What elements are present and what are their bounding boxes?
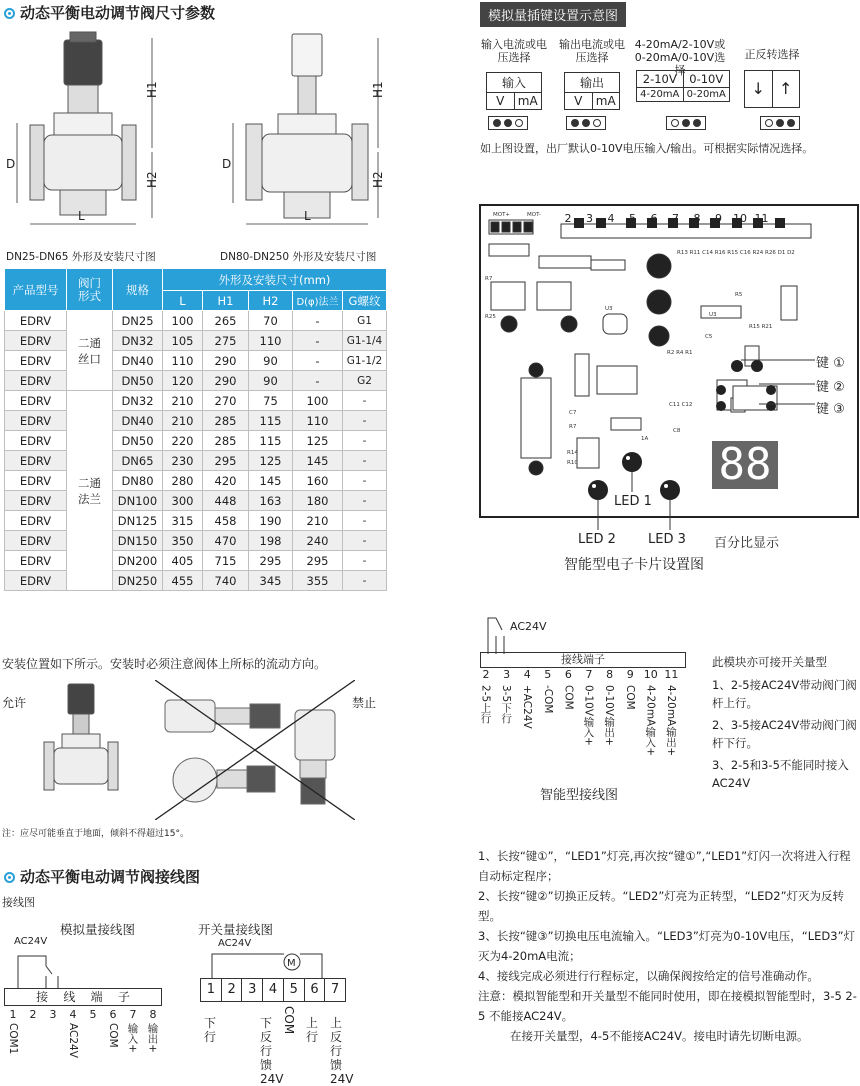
svg-text:C11 C12: C11 C12 bbox=[669, 402, 693, 408]
svg-text:H1: H1 bbox=[145, 81, 159, 98]
install-text: 安装位置如下所示。安装时必须注意阀体上所标的流动方向。 bbox=[2, 657, 327, 671]
table-cell: EDRV bbox=[5, 471, 67, 491]
table-cell: 100 bbox=[163, 311, 203, 331]
table-row bbox=[5, 351, 387, 371]
smart-terminal-10: 10 4-20mA输入+ bbox=[643, 668, 658, 757]
table-cell: 280 bbox=[163, 471, 203, 491]
table-cell: - bbox=[293, 311, 343, 331]
instructions bbox=[478, 846, 858, 1046]
table-row bbox=[5, 311, 387, 331]
smart-ac24v: AC24V bbox=[510, 620, 547, 633]
table-cell: 160 bbox=[293, 471, 343, 491]
bullet-icon bbox=[4, 872, 15, 883]
switch-desc-1: 下行 bbox=[204, 1016, 217, 1044]
smart-terminal-bar: 接线端子 bbox=[480, 652, 686, 668]
table-row bbox=[5, 491, 387, 511]
switch-compat-title: 此模块亦可接开关量型 bbox=[712, 655, 827, 669]
svg-text:D: D bbox=[222, 157, 232, 171]
table-cell: DN200 bbox=[113, 551, 163, 571]
th-spec: 规格 bbox=[113, 269, 163, 311]
table-cell: DN25 bbox=[113, 311, 163, 331]
range-select-box bbox=[636, 70, 730, 102]
table-cell: EDRV bbox=[5, 531, 67, 551]
table-cell: EDRV bbox=[5, 491, 67, 511]
dimension-table bbox=[4, 268, 387, 591]
analog-wiring-lines bbox=[6, 948, 171, 988]
board-title: 智能型电子卡片设置图 bbox=[564, 557, 704, 573]
table-cell: 210 bbox=[293, 511, 343, 531]
table-cell: 290 bbox=[203, 351, 249, 371]
table-cell: DN40 bbox=[113, 351, 163, 371]
table-cell: 455 bbox=[163, 571, 203, 591]
key-1-label: 键 ① bbox=[816, 356, 845, 371]
table-cell: 163 bbox=[249, 491, 293, 511]
table-cell: 345 bbox=[249, 571, 293, 591]
board-pin-3: 3 bbox=[586, 212, 593, 225]
svg-text:C8: C8 bbox=[673, 428, 681, 434]
board-pin-11: 11 bbox=[754, 212, 769, 225]
svg-text:M: M bbox=[287, 958, 296, 969]
table-row bbox=[5, 411, 387, 431]
svg-text:U3: U3 bbox=[709, 312, 717, 318]
svg-text:C7: C7 bbox=[569, 410, 577, 416]
switch-terminal-bar bbox=[200, 978, 346, 1002]
table-cell: - bbox=[343, 431, 387, 451]
table-cell: 265 bbox=[203, 311, 249, 331]
table-cell: 145 bbox=[293, 451, 343, 471]
smart-terminal-2: 2 2-5上行 bbox=[479, 668, 492, 724]
switch-terminal-6: 6 bbox=[304, 979, 325, 1001]
table-cell: 220 bbox=[163, 431, 203, 451]
smart-terminal-4: 4 +AC24V bbox=[521, 668, 534, 729]
table-cell: EDRV bbox=[5, 511, 67, 531]
switch-wiring-title: 开关量接线图 bbox=[198, 922, 274, 937]
table-cell: 75 bbox=[249, 391, 293, 411]
instruction-item: 2、长按“键②”切换正反转。“LED2”灯亮为正转型，“LED2”灯灭为反转型。 bbox=[478, 889, 845, 923]
svg-text:H2: H2 bbox=[145, 171, 159, 188]
analog-terminal-2: 2 bbox=[29, 1008, 37, 1021]
analog-wiring-title: 模拟量接线图 bbox=[60, 922, 136, 937]
svg-text:D: D bbox=[6, 157, 16, 171]
table-cell: DN250 bbox=[113, 571, 163, 591]
jumper-note: 如上图设置，出厂默认0-10V电压输入/输出。可根据实际情况选择。 bbox=[480, 142, 814, 155]
table-cell: - bbox=[293, 371, 343, 391]
table-cell: DN150 bbox=[113, 531, 163, 551]
svg-text:1A: 1A bbox=[641, 436, 649, 442]
svg-text:U3: U3 bbox=[605, 306, 613, 312]
caption-small: DN25-DN65 外形及安装尺寸图 bbox=[6, 251, 156, 263]
group-range-label: 4-20mA/2-10V或0-20mA/0-10V选择 bbox=[634, 38, 726, 77]
table-cell: 290 bbox=[203, 371, 249, 391]
svg-text:R15 R21: R15 R21 bbox=[749, 324, 773, 330]
table-cell: EDRV bbox=[5, 351, 67, 371]
table-cell: 470 bbox=[203, 531, 249, 551]
forbidden-label: 禁止 bbox=[352, 696, 377, 710]
board-pin-7: 7 bbox=[672, 212, 679, 225]
table-cell: 285 bbox=[203, 411, 249, 431]
table-cell: 275 bbox=[203, 331, 249, 351]
compat-item: 3、2-5和3-5不能同时接入AC24V bbox=[712, 758, 849, 790]
table-cell: EDRV bbox=[5, 371, 67, 391]
table-cell: 270 bbox=[203, 391, 249, 411]
board-pin-10: 10 bbox=[733, 212, 747, 225]
table-cell: 125 bbox=[249, 451, 293, 471]
table-cell: DN125 bbox=[113, 511, 163, 531]
table-cell: 145 bbox=[249, 471, 293, 491]
direction-select-box bbox=[744, 70, 800, 108]
smart-terminal-8: 8 0-10V输出+ bbox=[603, 668, 616, 746]
table-row bbox=[5, 451, 387, 471]
output-head: 输出 bbox=[579, 76, 604, 90]
analog-terminal-4: 4 AC24V bbox=[67, 1008, 79, 1058]
board-pin-6: 6 bbox=[650, 212, 658, 225]
svg-text:R14: R14 bbox=[567, 450, 578, 456]
valve-drawing-small bbox=[2, 28, 202, 233]
table-cell: G2 bbox=[343, 371, 387, 391]
table-cell: DN100 bbox=[113, 491, 163, 511]
table-row bbox=[5, 391, 387, 411]
svg-text:R13 R11 C14 R16 R15 C16 R24 R2: R13 R11 C14 R16 R15 C16 R24 R26 D1 D2 bbox=[677, 250, 795, 256]
table-row bbox=[5, 431, 387, 451]
svg-text:R2 R4 R1: R2 R4 R1 bbox=[667, 350, 693, 356]
table-cell: 740 bbox=[203, 571, 249, 591]
wiring-title-text: 动态平衡电动调节阀接线图 bbox=[20, 868, 201, 886]
install-note: 注：应尽可能垂直于地面，倾斜不得超过15°。 bbox=[2, 829, 189, 839]
table-cell: - bbox=[343, 391, 387, 411]
svg-text:R5: R5 bbox=[735, 292, 743, 298]
analog-terminal-6: 6 COM bbox=[107, 1008, 119, 1048]
svg-text:C5: C5 bbox=[705, 334, 713, 340]
switch-terminal-1: 1 bbox=[206, 982, 215, 997]
output-jumper[interactable] bbox=[566, 116, 606, 130]
table-cell: 110 bbox=[293, 411, 343, 431]
table-cell: 295 bbox=[203, 451, 249, 471]
analog-terminal-bar: 接 线 端 子 bbox=[4, 988, 162, 1006]
range-0-10v: 0-10V bbox=[683, 71, 730, 87]
svg-text:R10: R10 bbox=[567, 460, 578, 466]
table-cell: 110 bbox=[249, 331, 293, 351]
table-cell: - bbox=[343, 571, 387, 591]
display-label: 百分比显示 bbox=[714, 536, 780, 551]
table-cell: 110 bbox=[163, 351, 203, 371]
instruction-item: 注意：模拟智能型和开关量型不能同时使用，即在接模拟智能型时，3-5 2-5 不能接AC24V。 bbox=[478, 989, 857, 1023]
th-D: D(φ)法兰 bbox=[293, 291, 343, 311]
table-cell: 105 bbox=[163, 331, 203, 351]
table-cell: G1 bbox=[343, 311, 387, 331]
table-row bbox=[5, 511, 387, 531]
analog-terminal-3: 3 bbox=[49, 1008, 57, 1021]
percentage-display: 88 bbox=[712, 441, 778, 489]
range-4-20ma: 4-20mA bbox=[640, 89, 680, 100]
table-cell: 90 bbox=[249, 371, 293, 391]
dimension-section-title bbox=[4, 2, 215, 23]
range-2-10v: 2-10V bbox=[642, 72, 677, 86]
led-3-label: LED 3 bbox=[648, 532, 686, 547]
table-cell: 90 bbox=[249, 351, 293, 371]
switch-compat-list bbox=[712, 676, 858, 792]
table-cell: 420 bbox=[203, 471, 249, 491]
analog-terminal-5: 5 bbox=[89, 1008, 97, 1021]
table-cell: EDRV bbox=[5, 411, 67, 431]
table-cell: 115 bbox=[249, 411, 293, 431]
wiring-sub: 接线图 bbox=[2, 896, 35, 909]
svg-text:R25: R25 bbox=[485, 314, 496, 320]
input-head: 输入 bbox=[501, 76, 526, 90]
key-2-label: 键 ② bbox=[816, 380, 845, 395]
board-pin-numbers bbox=[560, 212, 800, 226]
range-jumper[interactable] bbox=[666, 116, 706, 130]
table-cell: - bbox=[343, 551, 387, 571]
th-G: G螺纹 bbox=[343, 291, 387, 311]
smart-wiring-lines bbox=[478, 614, 538, 654]
switch-ac24v: AC24V bbox=[218, 938, 252, 949]
table-cell: G1-1/2 bbox=[343, 351, 387, 371]
table-cell: DN32 bbox=[113, 331, 163, 351]
instruction-item: 3、长按“键③”切换电压电流输入。“LED3”灯亮为0-10V电压，“LED3”灯灭为4-20mA电流； bbox=[478, 929, 856, 963]
board-pin-2: 2 bbox=[564, 212, 572, 225]
th-H1: H1 bbox=[203, 291, 249, 311]
analog-terminal-8: 8 输出+ bbox=[146, 1008, 159, 1053]
switch-terminal-5: 5 bbox=[283, 979, 304, 1001]
th-model: 产品型号 bbox=[5, 269, 67, 311]
board-pin-4: 4 bbox=[607, 212, 615, 225]
smart-terminal-legends bbox=[476, 668, 688, 788]
instruction-item: 在接开关量型，4-5不能接AC24V。接电时请先切断电源。 bbox=[510, 1029, 809, 1043]
table-cell: 355 bbox=[293, 571, 343, 591]
table-row bbox=[5, 371, 387, 391]
instruction-item: 4、接线完成必须进行行程标定，以确保阀按给定的信号准确动作。 bbox=[478, 969, 819, 983]
group-direction-label: 正反转选择 bbox=[744, 48, 800, 61]
table-cell: 198 bbox=[249, 531, 293, 551]
led-2-label: LED 2 bbox=[578, 532, 616, 547]
table-cell: EDRV bbox=[5, 311, 67, 331]
switch-terminal-3: 3 bbox=[241, 979, 262, 1001]
table-cell: DN50 bbox=[113, 371, 163, 391]
table-cell: 190 bbox=[249, 511, 293, 531]
table-cell: 70 bbox=[249, 311, 293, 331]
table-cell: EDRV bbox=[5, 331, 67, 351]
table-cell: 715 bbox=[203, 551, 249, 571]
input-v: V bbox=[496, 94, 505, 108]
key-3-label: 键 ③ bbox=[816, 402, 845, 417]
table-cell: - bbox=[343, 451, 387, 471]
form-flange-cell: 二通法兰 bbox=[67, 391, 113, 591]
table-cell: EDRV bbox=[5, 391, 67, 411]
table-cell: 115 bbox=[249, 431, 293, 451]
smart-terminal-6: 6 COM bbox=[562, 668, 575, 710]
led-indicators bbox=[580, 450, 700, 530]
th-L: L bbox=[163, 291, 203, 311]
switch-desc-6: 上行 bbox=[306, 1016, 319, 1044]
smart-wiring-title: 智能型接线图 bbox=[540, 788, 619, 803]
svg-text:R7: R7 bbox=[485, 276, 493, 282]
table-cell: - bbox=[343, 491, 387, 511]
table-cell: - bbox=[293, 351, 343, 371]
table-cell: 210 bbox=[163, 391, 203, 411]
svg-text:MOT+: MOT+ bbox=[493, 212, 511, 218]
table-cell: - bbox=[343, 531, 387, 551]
svg-text:H1: H1 bbox=[371, 81, 385, 98]
smart-terminal-9: 9 COM bbox=[624, 668, 637, 710]
form-thread-cell: 二通丝口 bbox=[67, 311, 113, 391]
table-cell: 405 bbox=[163, 551, 203, 571]
allowed-label: 允许 bbox=[2, 696, 27, 710]
table-row bbox=[5, 331, 387, 351]
wiring-section-title bbox=[4, 866, 200, 887]
valve-forbidden-image bbox=[155, 680, 355, 820]
bullet-icon bbox=[4, 8, 15, 19]
caption-large: DN80-DN250 外形及安装尺寸图 bbox=[220, 251, 377, 263]
table-cell: 100 bbox=[293, 391, 343, 411]
switch-desc-4: 下反行馈24V bbox=[260, 1016, 284, 1086]
switch-terminal-4: 4 bbox=[262, 979, 283, 1001]
compat-item: 2、3-5接AC24V带动阀门阀杆下行。 bbox=[712, 718, 857, 750]
table-row bbox=[5, 551, 387, 571]
smart-terminal-7: 7 0-10V输入+ bbox=[582, 668, 595, 746]
table-cell: 230 bbox=[163, 451, 203, 471]
output-ma: mA bbox=[592, 93, 620, 109]
analog-ac24v: AC24V bbox=[14, 936, 48, 947]
smart-terminal-3: 3 3-5下行 bbox=[500, 668, 513, 724]
table-cell: 295 bbox=[293, 551, 343, 571]
table-cell: EDRV bbox=[5, 551, 67, 571]
switch-terminal-7: 7 bbox=[324, 979, 345, 1001]
table-cell: 300 bbox=[163, 491, 203, 511]
board-pin-5: 5 bbox=[629, 212, 636, 225]
table-row bbox=[5, 531, 387, 551]
table-cell: 295 bbox=[249, 551, 293, 571]
table-cell: 448 bbox=[203, 491, 249, 511]
arrow-down-icon: ↓ bbox=[745, 71, 773, 107]
svg-text:MOT-: MOT- bbox=[527, 212, 541, 218]
table-cell: 315 bbox=[163, 511, 203, 531]
group-input-label: 输入电流或电压选择 bbox=[481, 38, 547, 64]
table-cell: EDRV bbox=[5, 431, 67, 451]
input-jumper[interactable] bbox=[488, 116, 528, 130]
table-cell: EDRV bbox=[5, 451, 67, 471]
table-cell: DN50 bbox=[113, 431, 163, 451]
jumper-section-title: 模拟量插键设置示意图 bbox=[480, 2, 626, 27]
board-pin-9: 9 bbox=[715, 212, 722, 225]
table-cell: DN80 bbox=[113, 471, 163, 491]
th-valve-form: 阀门形式 bbox=[67, 269, 113, 311]
dimension-title-text: 动态平衡电动调节阀尺寸参数 bbox=[20, 4, 216, 22]
range-0-20ma: 0-20mA bbox=[683, 88, 730, 101]
smart-terminal-11: 11 4-20mA输出+ bbox=[664, 668, 679, 757]
table-cell: 458 bbox=[203, 511, 249, 531]
smart-terminal-5: 5 -COM bbox=[541, 668, 554, 714]
table-cell: 210 bbox=[163, 411, 203, 431]
svg-text:L: L bbox=[304, 209, 311, 223]
direction-jumper[interactable] bbox=[760, 116, 800, 130]
table-row bbox=[5, 571, 387, 591]
table-cell: - bbox=[343, 471, 387, 491]
output-v: V bbox=[574, 94, 583, 108]
table-cell: 285 bbox=[203, 431, 249, 451]
svg-text:H2: H2 bbox=[371, 171, 385, 188]
switch-terminal-2: 2 bbox=[221, 979, 242, 1001]
table-cell: DN40 bbox=[113, 411, 163, 431]
table-cell: 180 bbox=[293, 491, 343, 511]
analog-terminal-7: 7 输入+ bbox=[126, 1008, 139, 1053]
table-cell: - bbox=[293, 331, 343, 351]
switch-desc-7: 上反行馈24V bbox=[330, 1016, 354, 1086]
th-H2: H2 bbox=[249, 291, 293, 311]
table-cell: DN32 bbox=[113, 391, 163, 411]
table-cell: 125 bbox=[293, 431, 343, 451]
board-pin-8: 8 bbox=[693, 212, 701, 225]
table-cell: G1-1/4 bbox=[343, 331, 387, 351]
led-1-label: LED 1 bbox=[614, 494, 652, 509]
input-ma: mA bbox=[514, 93, 542, 109]
instruction-item: 1、长按“键①”，“LED1”灯亮,再次按“键①”,“LED1”灯闪一次将进入行程自动标定程序； bbox=[478, 849, 851, 883]
table-cell: 120 bbox=[163, 371, 203, 391]
output-select-box bbox=[564, 72, 620, 110]
switch-wiring-lines bbox=[200, 948, 350, 978]
th-group: 外形及安装尺寸(mm) bbox=[163, 269, 387, 291]
analog-terminal-legends bbox=[4, 1008, 162, 1068]
compat-item: 1、2-5接AC24V带动阀门阀杆上行。 bbox=[712, 678, 857, 710]
table-cell: - bbox=[343, 411, 387, 431]
table-cell: 240 bbox=[293, 531, 343, 551]
table-row bbox=[5, 471, 387, 491]
input-select-box bbox=[486, 72, 542, 110]
table-cell: DN65 bbox=[113, 451, 163, 471]
analog-terminal-1: 1 COM1 bbox=[7, 1008, 19, 1055]
svg-text:L: L bbox=[78, 209, 85, 223]
arrow-up-icon: ↑ bbox=[779, 79, 793, 98]
valve-drawing-large bbox=[218, 28, 398, 233]
table-cell: - bbox=[343, 511, 387, 531]
valve-allowed-image bbox=[40, 680, 125, 800]
switch-desc-5: COM bbox=[282, 1006, 296, 1035]
table-cell: EDRV bbox=[5, 571, 67, 591]
group-output-label: 输出电流或电压选择 bbox=[559, 38, 625, 64]
table-cell: 350 bbox=[163, 531, 203, 551]
svg-text:R7: R7 bbox=[569, 424, 577, 430]
